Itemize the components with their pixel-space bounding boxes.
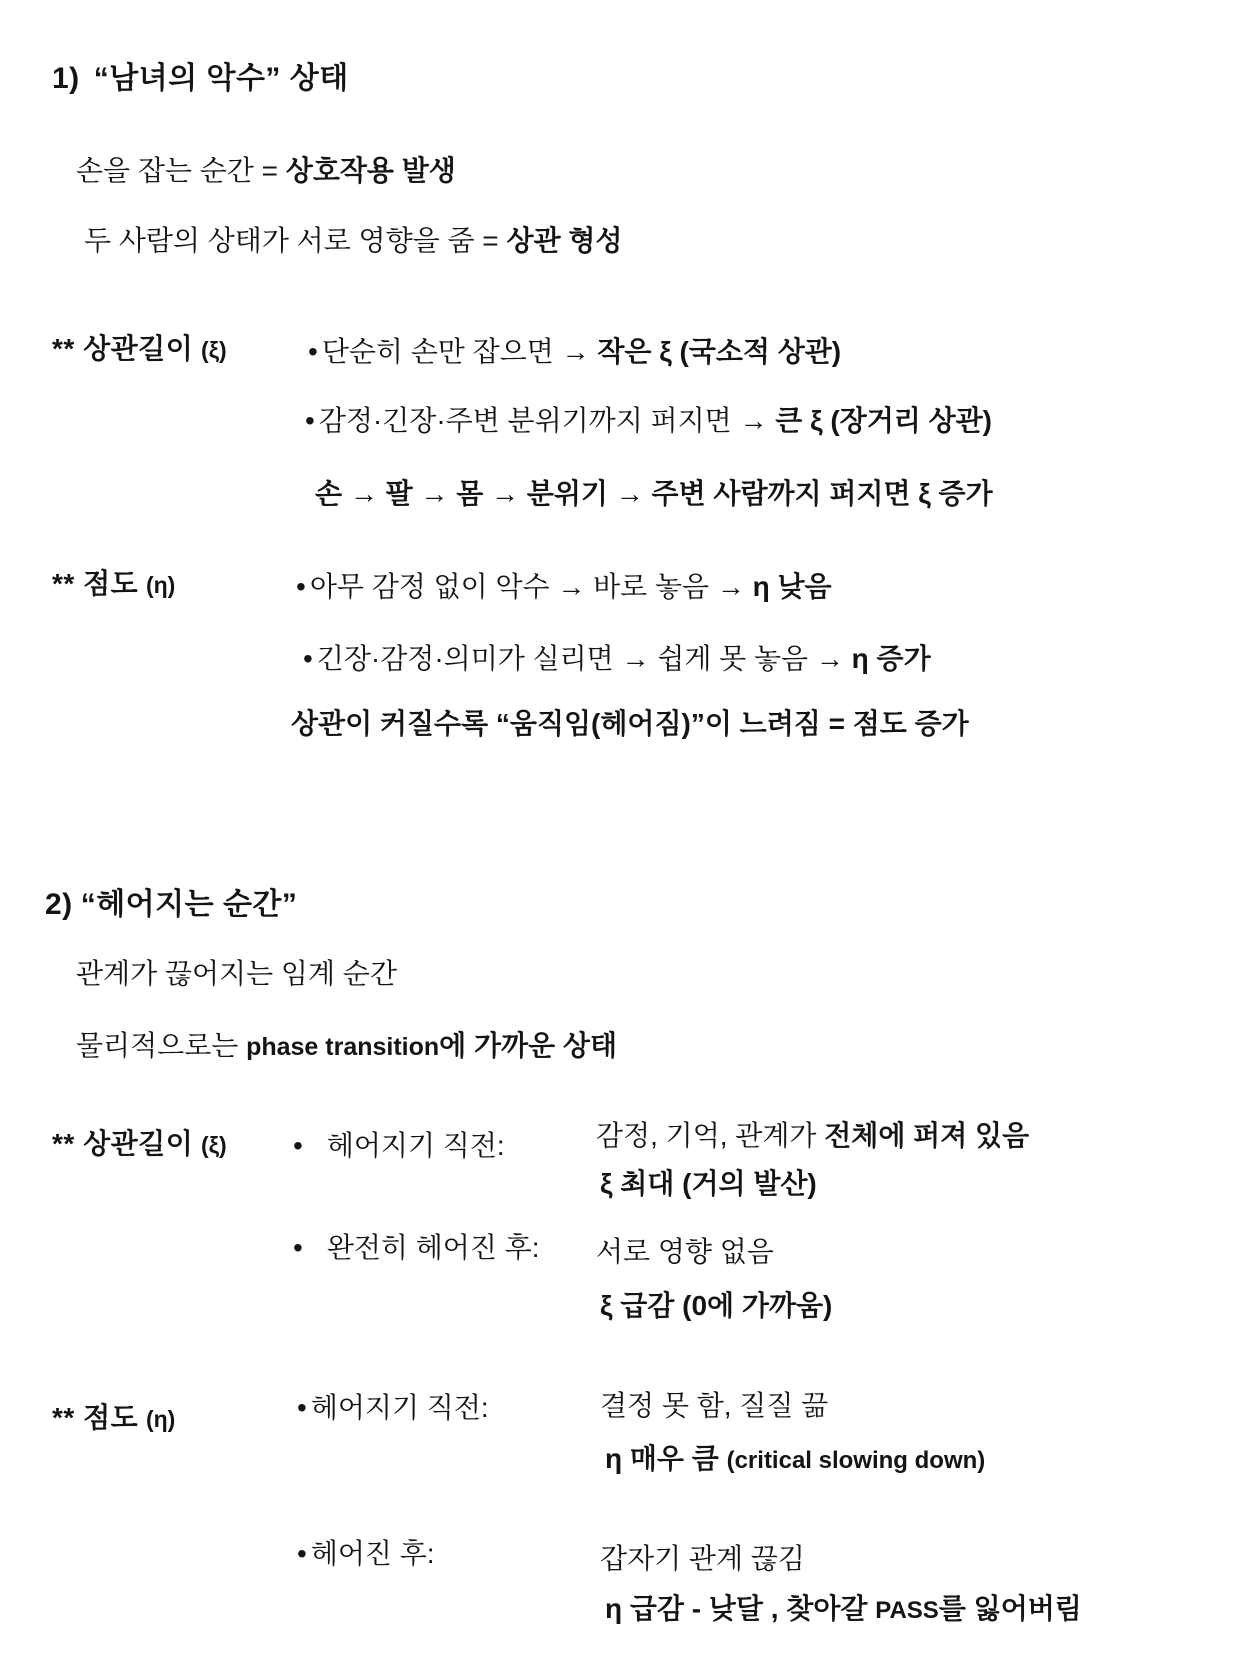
section1-xi-label (52, 333, 227, 365)
xi-bullet1-text: 단순히 손만 잡으면 → (321, 336, 598, 367)
eta-bullet1-emphasis: η 낮음 (752, 571, 832, 602)
section1-xi-bullet1 (308, 336, 841, 368)
section2-eta-label (52, 1402, 175, 1434)
detail-emphasis-tail: 를 잃어버림 (938, 1593, 1082, 1624)
eta-bullet1-text: 아무 감정 없이 악수 → 바로 놓음 → (309, 571, 753, 602)
section1-eta-label (52, 568, 175, 600)
eta-bullet2-text: 긴장·감정·의미가 실리면 → 쉽게 못 놓음 → (316, 643, 852, 674)
section1-eta-summary: 상관이 커질수록 “움직임(헤어짐)”이 느려짐 = 점도 증가 (291, 708, 969, 739)
section2-eta-bullet2 (297, 1538, 435, 1570)
section1-intro-line1 (76, 155, 456, 187)
intro2-text: 두 사람의 상태가 서로 영향을 줌 = (84, 225, 507, 256)
bullet-icon: • (297, 1392, 307, 1423)
eta-symbol: (η) (145, 1406, 176, 1432)
section2-intro-line2 (76, 1030, 617, 1062)
xi-bullet1-emphasis: 작은 ξ (국소적 상관) (597, 336, 842, 367)
xi-bullet2-text: 완전히 헤어진 후: (326, 1232, 540, 1263)
pass-term: PASS (875, 1597, 939, 1624)
section2-xi-bullet1-detail1 (596, 1120, 1029, 1152)
intro2-emphasis: 상관 형성 (506, 225, 623, 256)
intro1-emphasis: 상호작용 발생 (285, 155, 456, 186)
xi-bullet1-text: 헤어지기 직전: (326, 1130, 505, 1161)
section2-title: “헤어지는 순간” (80, 888, 298, 921)
xi-bullet2-text: 감정·긴장·주변 분위기까지 퍼지면 → (318, 405, 776, 436)
bullet-icon: • (297, 1538, 307, 1569)
section1-title: “남녀의 악수” 상태 (93, 62, 349, 95)
eta-bullet2-emphasis: η 증가 (851, 643, 931, 674)
intro1-text: 손을 잡는 순간 = (76, 155, 286, 186)
xi-label-text: ** 상관길이 (52, 333, 194, 364)
phase-transition-term: phase transition (246, 1033, 440, 1061)
section2-eta-bullet2-detail2 (605, 1593, 1082, 1625)
section1-eta-bullet1 (296, 571, 832, 603)
detail-emphasis: η 급감 - 낮달 , 찾아갈 (605, 1593, 876, 1624)
section1-eta-bullet2 (303, 643, 931, 675)
intro-emphasis: 에 가까운 상태 (439, 1030, 618, 1061)
detail-emphasis: η 매우 큼 (605, 1443, 727, 1474)
section1-xi-bullet2 (305, 405, 992, 437)
eta-label-text: ** 점도 (52, 1402, 139, 1433)
bullet-icon: • (303, 643, 313, 674)
section2-number: 2) (45, 888, 73, 921)
xi-symbol: (ξ) (201, 337, 227, 363)
section1-heading (52, 62, 349, 97)
section2-xi-label (52, 1128, 227, 1160)
section2-xi-bullet2-detail2: ξ 급감 (0에 가까움) (600, 1290, 833, 1321)
section2-eta-bullet2-detail1: 갑자기 관계 끊김 (600, 1543, 805, 1574)
xi-label-text: ** 상관길이 (52, 1128, 194, 1159)
section2-xi-bullet1-detail2: ξ 최대 (거의 발산) (600, 1168, 817, 1199)
critical-slowing-down-term: (critical slowing down) (726, 1447, 986, 1474)
bullet-icon: • (296, 571, 306, 602)
eta-symbol: (η) (145, 572, 176, 598)
section1-intro-line2 (84, 225, 622, 257)
bullet-icon: • (293, 1232, 303, 1263)
eta-label-text: ** 점도 (52, 568, 139, 599)
eta-bullet2-text: 헤어진 후: (310, 1538, 435, 1569)
detail-text: 감정, 기억, 관계가 (596, 1120, 825, 1151)
section2-heading (45, 888, 297, 923)
intro-text: 물리적으로는 (76, 1030, 247, 1061)
section2-intro-line1: 관계가 끊어지는 임계 순간 (76, 958, 397, 989)
section2-eta-bullet1-detail2 (605, 1443, 985, 1475)
detail-emphasis: 전체에 퍼져 있음 (824, 1120, 1030, 1151)
eta-bullet1-text: 헤어지기 직전: (310, 1392, 489, 1423)
bullet-icon: • (308, 336, 318, 367)
section2-eta-bullet1 (297, 1392, 489, 1424)
xi-symbol: (ξ) (201, 1132, 227, 1158)
bullet-icon: • (293, 1130, 303, 1161)
bullet-icon: • (305, 405, 315, 436)
section1-number: 1) (52, 62, 80, 95)
xi-bullet2-emphasis: 큰 ξ (장거리 상관) (775, 405, 993, 436)
section1-xi-chain: 손 → 팔 → 몸 → 분위기 → 주변 사람까지 퍼지면 ξ 증가 (315, 478, 993, 509)
section2-xi-bullet2 (293, 1232, 540, 1264)
section2-xi-bullet2-detail1: 서로 영향 없음 (596, 1236, 774, 1267)
section2-eta-bullet1-detail1: 결정 못 함, 질질 끎 (600, 1390, 829, 1421)
section2-xi-bullet1 (293, 1130, 505, 1162)
